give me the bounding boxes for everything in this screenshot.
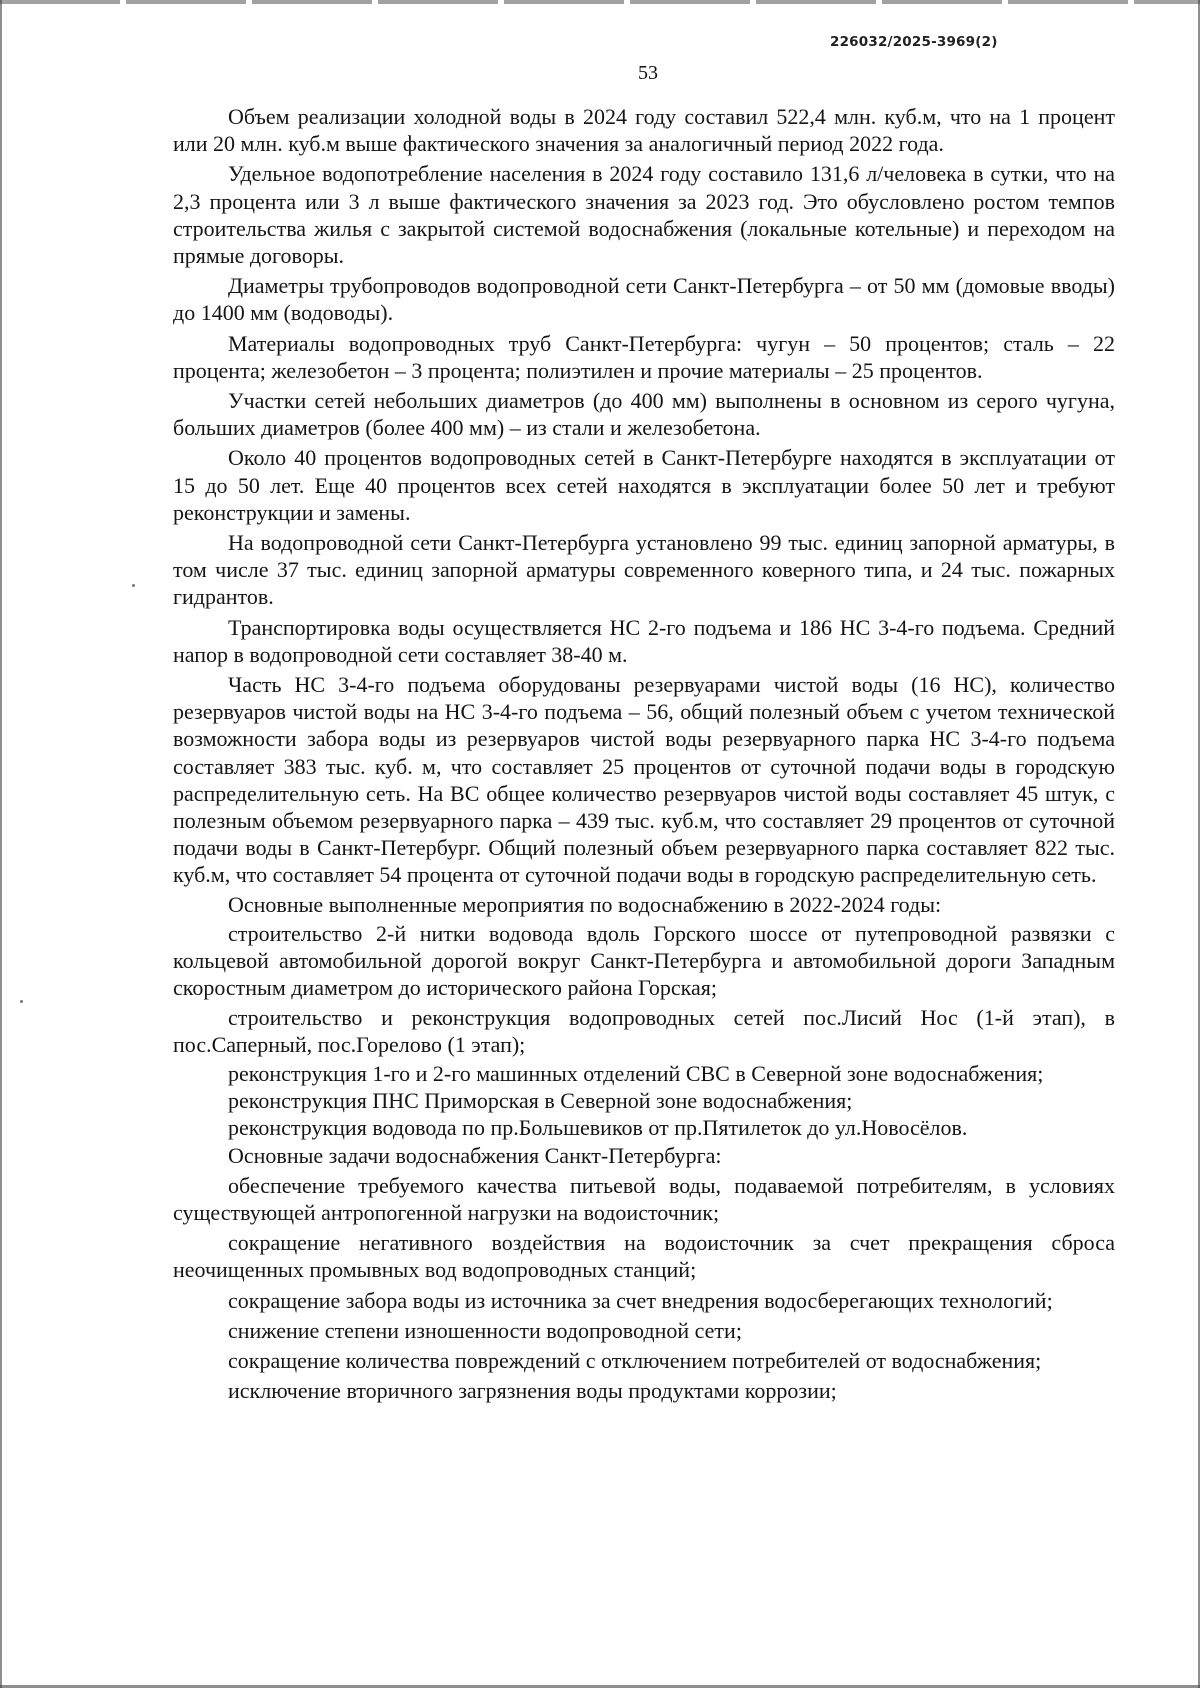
paragraph: Участки сетей небольших диаметров (до 400 мм) выполнены в основном из серого чугуна, больших диаметров (более 400 мм) – из стали и железобетона. <box>173 388 1115 441</box>
scan-speck <box>20 1000 23 1003</box>
section-intro: Основные задачи водоснабжения Санкт-Петербурга: <box>228 1142 722 1168</box>
section-intro: Основные выполненные мероприятия по водоснабжению в 2022-2024 годы: <box>228 891 942 917</box>
document-body <box>173 103 1115 1404</box>
list-item: реконструкция 1-го и 2-го машинных отделений СВС в Северной зоне водоснабжения; <box>228 1060 1044 1086</box>
list-item: строительство 2-й нитки водовода вдоль Горского шоссе от путепроводной развязки с кольцевой автомобильной дорогой вокруг Санкт-Петербурга и автомобильной дороги Западным скоростным диаметром до исторического района Горская; <box>173 920 1115 1001</box>
paragraph: Около 40 процентов водопроводных сетей в Санкт-Петербурге находятся в эксплуатации от 15 до 50 лет. Еще 40 процентов всех сетей находятся в эксплуатации более 50 лет и требуют реконструкции и замены. <box>173 445 1115 525</box>
list-item: исключение вторичного загрязнения воды продуктами коррозии; <box>228 1378 837 1404</box>
list-item: сокращение количества повреждений с отключением потребителей от водоснабжения; <box>228 1347 1042 1373</box>
paragraph: Объем реализации холодной воды в 2024 году составил 522,4 млн. куб.м, что на 1 процент или 20 млн. куб.м выше фактического значения за аналогичный период 2022 года. <box>173 104 1115 157</box>
paragraph: Транспортировка воды осуществляется НС 2-го подъема и 186 НС 3-4-го подъема. Средний напор в водопроводной сети составляет 38-40 м. <box>173 614 1115 667</box>
document-registration-number: 226032/2025-3969(2) <box>830 34 998 50</box>
list-item: снижение степени изношенности водопроводной сети; <box>228 1317 742 1343</box>
list-item: сокращение негативного воздействия на водоисточник за счет прекращения сброса неочищенных промывных вод водопроводных станций; <box>173 1230 1115 1283</box>
page-number: 53 <box>638 62 658 84</box>
list-item: обеспечение требуемого качества питьевой воды, подаваемой потребителям, в условиях существующей антропогенной нагрузки на водоисточник; <box>173 1172 1115 1225</box>
list-item: сокращение забора воды из источника за счет внедрения водосберегающих технологий; <box>228 1287 1053 1313</box>
paragraph: Диаметры трубопроводов водопроводной сети Санкт-Петербурга – от 50 мм (домовые вводы) до 1400 мм (водоводы). <box>173 273 1115 326</box>
list-item: реконструкция ПНС Приморская в Северной зоне водоснабжения; <box>228 1088 853 1114</box>
paragraph: Материалы водопроводных труб Санкт-Петербурга: чугун – 50 процентов; сталь – 22 процента; железобетон – 3 процента; полиэтилен и прочие материалы – 25 процентов. <box>173 330 1115 383</box>
scan-edge-left <box>0 0 2 1688</box>
paragraph: Удельное водопотребление населения в 2024 году составило 131,6 л/человека в сутки, что на 2,3 процента или 3 л выше фактического значения за 2023 год. Это обусловлено ростом темпов строительства жилья с закрытой системой водоснабжения (локальные котельные) и переходом на прямые договоры. <box>173 161 1115 269</box>
paragraph: На водопроводной сети Санкт-Петербурга установлено 99 тыс. единиц запорной арматуры, в том числе 37 тыс. единиц запорной арматуры современного коверного типа, и 24 тыс. пожарных гидрантов. <box>173 530 1115 610</box>
scan-edge-top <box>0 0 1200 4</box>
scan-speck <box>132 584 135 587</box>
list-item: реконструкция водовода по пр.Большевиков от пр.Пятилеток до ул.Новосёлов. <box>228 1115 968 1141</box>
list-item: строительство и реконструкция водопроводных сетей пос.Лисий Нос (1-й этап), в пос.Саперный, пос.Горелово (1 этап); <box>173 1004 1115 1057</box>
paragraph: Часть НС 3-4-го подъема оборудованы резервуарами чистой воды (16 НС), количество резервуаров чистой воды на НС 3-4-го подъема – 56, общий полезный объем с учетом технической возможности забора воды из резервуаров чистой воды резервуарного парка НС 3-4-го подъема составляет 383 тыс. куб. м, что составляет 25 процентов от суточной подачи воды в городскую распределительную сеть. На ВС общее количество резервуаров чистой воды составляет 45 штук, с полезным объемом резервуарного парка – 439 тыс. куб.м, что составляет 29 процентов от суточной подачи воды в Санкт-Петербург. Общий полезный объем резервуарного парка составляет 822 тыс. куб.м, что составляет 54 процента от суточной подачи воды в городскую распределительную сеть. <box>173 672 1115 888</box>
